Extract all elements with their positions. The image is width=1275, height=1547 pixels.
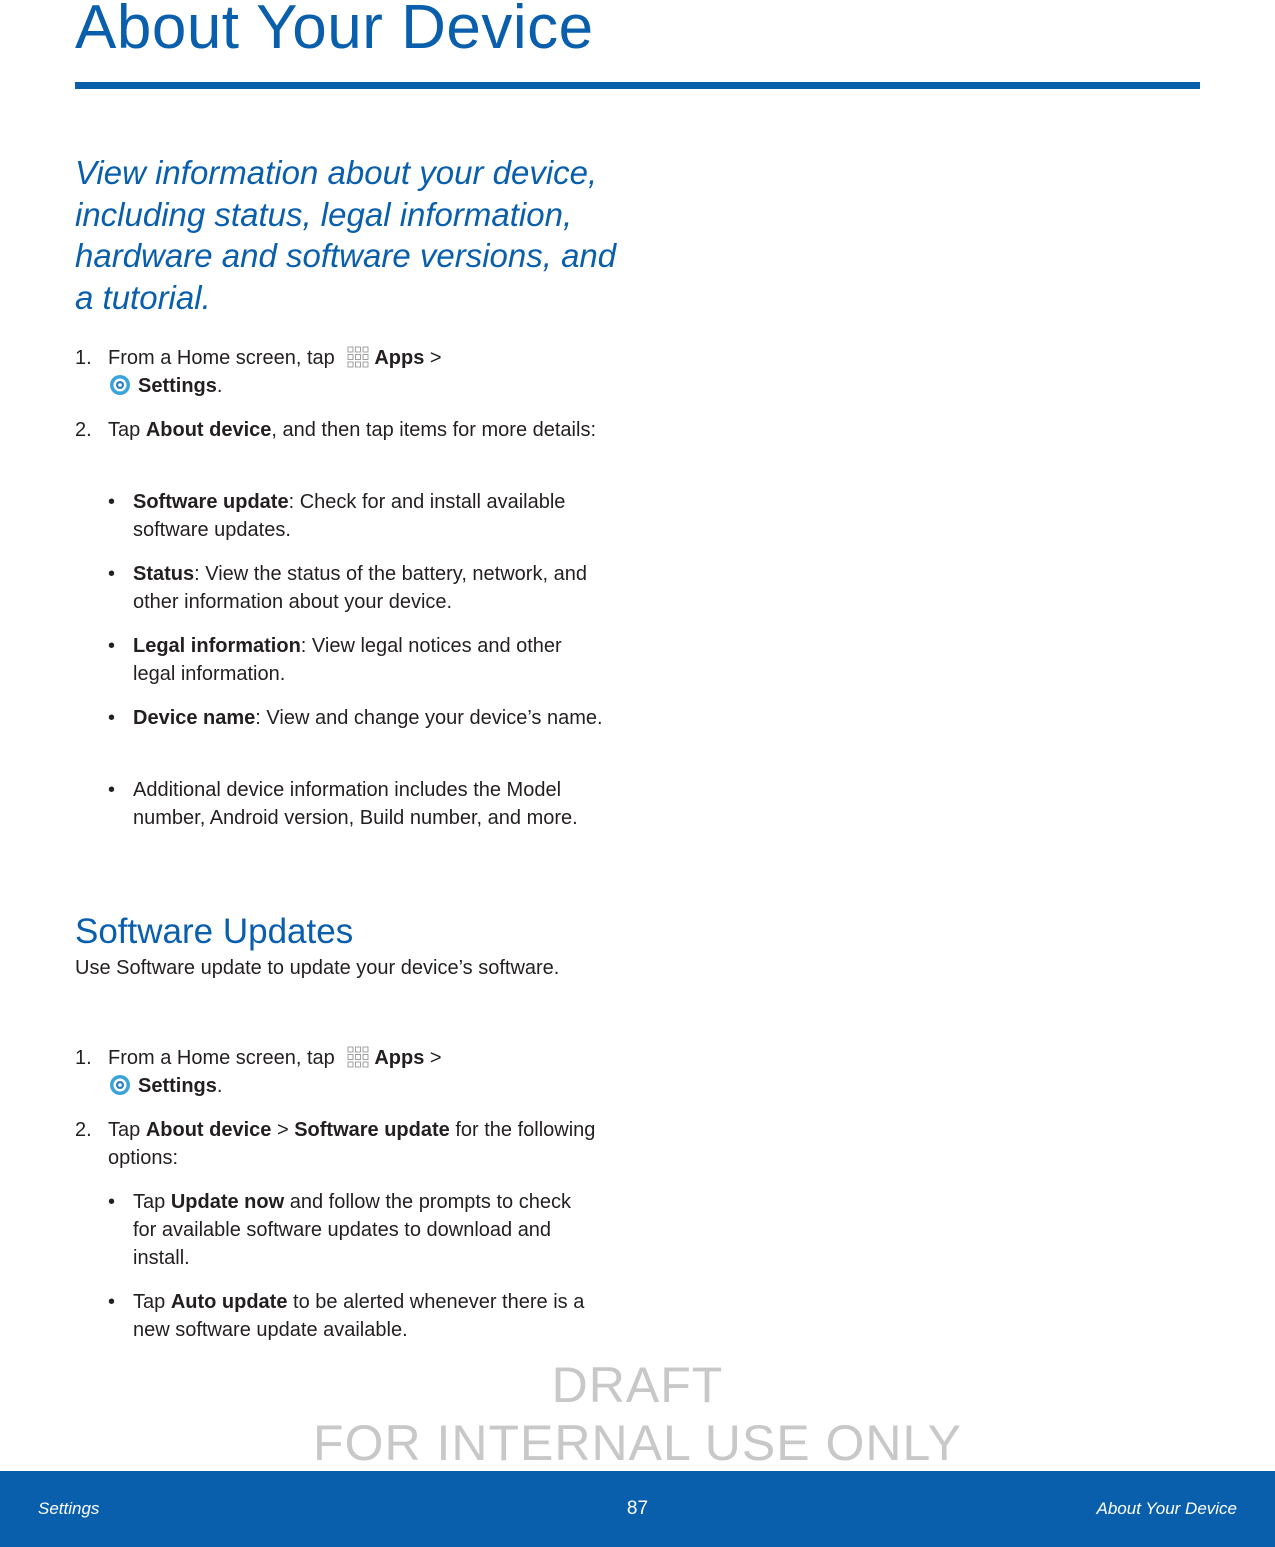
- bullet-auto-update: [108, 1288, 608, 1344]
- about-device-label: About device: [145, 1119, 272, 1141]
- step-number: 1.: [75, 1047, 92, 1069]
- step-number: 2.: [75, 1119, 92, 1141]
- intro-text: View information about your device, including status, legal information, hardware and software versions, and a tutorial.: [75, 154, 617, 316]
- bullet-software-update: [108, 488, 608, 544]
- bullet-dot: •: [108, 491, 116, 513]
- bullet-pre: Tap: [133, 1191, 171, 1213]
- apps-grid-icon: [346, 1045, 370, 1069]
- apps-label: Apps: [374, 347, 425, 369]
- apps-grid-icon: [346, 345, 370, 369]
- bullet-additional-info: [108, 776, 608, 832]
- page-number: 87: [626, 1498, 649, 1519]
- section-heading-software-updates: Software Updates: [75, 912, 354, 951]
- page-title: About Your Device: [75, 0, 594, 62]
- apps-label: Apps: [374, 1047, 425, 1069]
- section-intro: Use Software update to update your device’s software.: [75, 957, 560, 979]
- bullet-term: Status: [133, 563, 195, 585]
- bullet-status: [108, 560, 608, 616]
- bullet-device-name: [108, 704, 608, 732]
- bullet-term: Legal information: [133, 635, 301, 657]
- settings-gear-icon: [108, 1073, 132, 1097]
- step-2: [75, 1116, 605, 1172]
- bullet-term: Device name: [133, 707, 256, 729]
- step-1: [75, 1044, 605, 1100]
- bullet-text: : View legal notices and other legal information.: [133, 635, 562, 685]
- bullet-dot: •: [108, 707, 116, 729]
- bullet-dot: •: [108, 779, 116, 801]
- bullet-dot: •: [108, 1191, 116, 1213]
- punctuation: .: [216, 1075, 223, 1097]
- step-text-rest: , and then tap items for more details:: [271, 419, 596, 441]
- step-text: From a Home screen, tap: [108, 347, 335, 369]
- settings-gear-icon: [108, 373, 132, 397]
- footer-chapter-label: About Your Device: [1096, 1499, 1237, 1518]
- page-footer: [0, 1471, 1275, 1547]
- watermark-internal-use: FOR INTERNAL USE ONLY: [313, 1415, 962, 1471]
- bullet-pre: Tap: [133, 1291, 171, 1313]
- watermark-draft: DRAFT: [551, 1357, 724, 1413]
- about-device-label: About device: [145, 419, 272, 441]
- bullet-dot: •: [108, 635, 116, 657]
- bullet-text: to be alerted whenever there is a new software update available.: [133, 1291, 585, 1341]
- settings-label: Settings: [138, 375, 217, 397]
- step-text: From a Home screen, tap: [108, 1047, 335, 1069]
- bullet-text: : View the status of the battery, network, and other information about your device.: [133, 563, 587, 613]
- title-rule: [75, 82, 1200, 89]
- bullet-term: Update now: [170, 1191, 285, 1213]
- bullet-text: : View and change your device’s name.: [255, 707, 603, 729]
- bullet-term: Auto update: [170, 1291, 288, 1313]
- bullet-update-now: [108, 1188, 578, 1272]
- step-text: Tap: [108, 419, 146, 441]
- bullet-dot: •: [108, 1291, 116, 1313]
- bullet-legal-information: [108, 632, 608, 688]
- separator: >: [424, 1047, 442, 1069]
- step-1: [75, 344, 605, 400]
- step-text: Tap: [108, 1119, 146, 1141]
- step-number: 2.: [75, 419, 92, 441]
- separator: >: [271, 1119, 295, 1141]
- bullet-dot: •: [108, 563, 116, 585]
- separator: >: [424, 347, 442, 369]
- bullet-term: Software update: [133, 491, 289, 513]
- bullet-text: and follow the prompts to check for available software updates to download and install.: [133, 1191, 571, 1269]
- bullet-text: : Check for and install available software updates.: [133, 491, 566, 541]
- footer-section-label: Settings: [38, 1499, 100, 1518]
- settings-label: Settings: [138, 1075, 217, 1097]
- step-number: 1.: [75, 347, 92, 369]
- step-text-rest: for the following options:: [108, 1119, 596, 1169]
- bullet-text: Additional device information includes the Model number, Android version, Build number, and more.: [133, 779, 578, 829]
- software-update-label: Software update: [294, 1119, 450, 1141]
- punctuation: .: [216, 375, 223, 397]
- step-2: [75, 416, 605, 444]
